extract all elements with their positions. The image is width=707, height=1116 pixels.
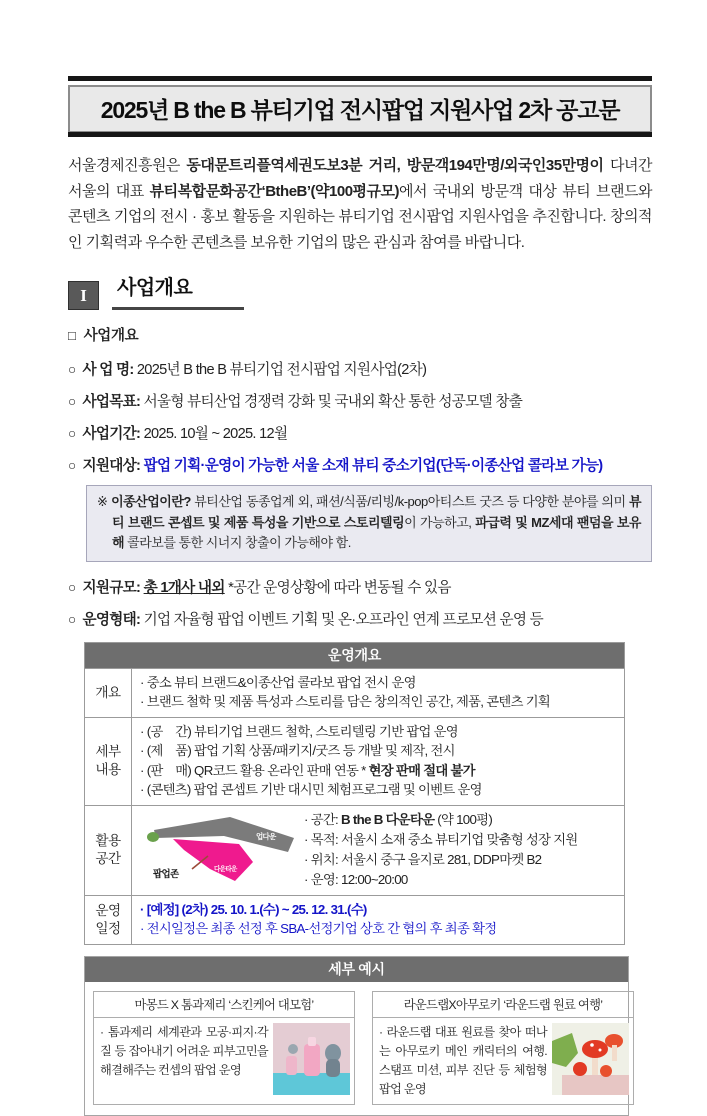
row-label <box>85 717 132 805</box>
note-seg-bold: 파급력 및 MZ세대 팬덤을 보유해 <box>112 514 641 550</box>
examples-body <box>85 982 628 1115</box>
circle-bullet-icon: ○ <box>68 394 76 409</box>
bullet-project-period <box>68 422 652 443</box>
content-line: · 목적: 서울시 소재 중소 뷰티기업 맞춤형 성장 지원 <box>304 831 578 847</box>
bullet-value: 기업 자율형 팝업 이벤트 기획 및 온·오프라인 연계 프로모션 운영 등 <box>143 611 544 628</box>
note-seg-bold: 이종산업이란? <box>111 494 191 509</box>
photo-red-flower <box>573 1062 587 1076</box>
note-mark: ※ <box>97 494 112 509</box>
content-seg: (약 100평) <box>434 811 493 827</box>
document-content <box>68 76 652 1116</box>
example-content <box>373 1018 633 1104</box>
note-seg-bold: 뷰티 브랜드 콘셉트 및 제품 특성을 기반으로 스토리텔링 <box>112 494 641 530</box>
table-row-schedule <box>85 895 625 944</box>
example-content <box>94 1018 354 1100</box>
bullet-project-name <box>68 358 652 379</box>
content-line-schedule: · [예정] (2차) 25. 10. 1.(수) ~ 25. 12. 31.(수) <box>140 901 367 917</box>
content-seg-bold: B the B 다운타운 <box>341 811 435 827</box>
bullet-label: 지원대상: <box>82 458 141 474</box>
content-line <box>304 810 578 830</box>
tom-and-jerry-popup-photo <box>273 1023 350 1095</box>
bullet-value-highlight: 팝업 기획·운영이 가능한 서울 소재 뷰티 중소기업(단독·이종산업 콜라보 가능) <box>143 458 603 474</box>
content-line <box>140 761 618 781</box>
round-lab-popup-photo <box>552 1023 629 1095</box>
operation-overview-table <box>84 642 625 945</box>
square-bullet-icon: □ <box>68 328 76 343</box>
table-header: 운영개요 <box>85 642 625 668</box>
bullet-label: 지원규모: <box>82 579 141 596</box>
bullet-value: 서울형 뷰티산업 경쟁력 강화 및 국내외 확산 통한 성공모델 창출 <box>143 394 523 410</box>
content-line: · 운영: 12:00~20:00 <box>304 871 408 887</box>
bullet-label: 사업기간: <box>82 426 141 442</box>
row-label-line: 활용 <box>95 833 121 848</box>
bullet-operation-type <box>68 608 652 629</box>
section-heading <box>68 271 652 310</box>
row-label <box>85 895 132 944</box>
row-content <box>132 895 625 944</box>
content-line: · (콘텐츠) 팝업 콘셉트 기반 대시민 체험프로그램 및 이벤트 운영 <box>140 782 482 797</box>
section-number-badge: I <box>68 281 99 310</box>
content-seg-bold: 현장 판매 절대 불가 <box>368 762 475 778</box>
example-title: 라운드랩X아무로키 ‘라운드랩 원료 여행’ <box>373 992 633 1018</box>
row-label-line: 세부 <box>95 744 121 759</box>
row-label-line: 운영 <box>95 902 121 918</box>
intro-seg: 서울경제진흥원은 <box>68 157 187 174</box>
photo-tom-figure-body <box>326 1059 340 1077</box>
content-line-schedule: · 전시일정은 최종 선정 후 SBA-선정기업 상호 간 협의 후 최종 확정 <box>140 921 497 936</box>
green-area-shape <box>147 832 159 842</box>
doc-title-banner <box>68 76 652 137</box>
row-label-line: 공간 <box>95 851 121 866</box>
row-content <box>132 805 625 895</box>
row-label: 개요 <box>85 668 132 717</box>
venue-info-lines <box>304 810 578 890</box>
content-line: · 위치: 서울시 중구 을지로 281, DDP마켓 B2 <box>304 851 542 867</box>
content-line: · (공 간) 뷰티기업 브랜드 철학, 스토리텔링 기반 팝업 운영 <box>140 723 458 739</box>
sub-heading <box>68 324 652 345</box>
content-seg: · (판 매) QR코드 활용 온라인 판매 연동 * <box>140 762 369 778</box>
intro-paragraph <box>68 153 652 255</box>
venue-floorplan-map <box>140 813 298 887</box>
bullet-support-scale <box>68 576 652 597</box>
circle-bullet-icon: ○ <box>68 362 76 377</box>
bullet-project-goal <box>68 390 652 411</box>
row-label <box>85 805 132 895</box>
page-title: 2025년 B the B 뷰티기업 전시팝업 지원사업 2차 공고문 <box>68 85 652 132</box>
note-seg: 콜라보를 통한 시너지 창출이 가능해야 함. <box>124 535 351 550</box>
photo-small-bottle <box>286 1056 297 1075</box>
bullet-label: 사업목표: <box>82 394 141 410</box>
intro-seg-bold: 뷰티복합문화공간‘BtheB’(약100평규모) <box>149 182 400 200</box>
photo-jerry-figure <box>288 1044 298 1054</box>
photo-table-surface <box>273 1073 350 1095</box>
table-row-details <box>85 717 625 805</box>
example-box-mamonde <box>93 991 355 1105</box>
note-seg: 뷰티산업 동종업계 외, 패션/식품/리빙/k-pop아티스트 굿즈 등 다양한 분야를 의미 <box>190 494 629 509</box>
photo-cap-dot <box>590 1043 594 1047</box>
content-line: · 중소 뷰티 브랜드&이종산업 콜라보 팝업 전시 운영 <box>140 674 416 690</box>
photo-display-stand <box>562 1075 629 1095</box>
circle-bullet-icon: ○ <box>68 579 76 595</box>
bullet-label: 운영형태: <box>82 611 141 628</box>
downtown-label: 다운타운 <box>214 865 237 873</box>
note-seg: 이 가능하고, <box>404 514 476 530</box>
photo-cap-dot <box>599 1048 602 1051</box>
bullet-value-underlined: 총 1개사 내외 <box>143 579 225 596</box>
row-label-line: 내용 <box>95 762 121 777</box>
content-line: · 브랜드 철학 및 제품 특성과 스토리를 담은 창의적인 공간, 제품, 콘텐츠 기획 <box>140 694 550 709</box>
intro-seg-bold: 동대문트리플역세권도보3분 거리, 방문객194만명/외국인35만명이 <box>186 157 604 174</box>
row-content <box>132 668 625 717</box>
sub-heading-label: 사업개요 <box>83 328 139 344</box>
intro-seg: 다녀간 서울의 대표 <box>68 157 653 200</box>
updown-label: 업다운 <box>256 831 276 841</box>
examples-table-header: 세부 예시 <box>85 957 628 982</box>
bullet-support-target <box>68 454 652 475</box>
downtown-zone-shape <box>173 839 253 881</box>
photo-bottle-cap <box>308 1037 316 1046</box>
content-line: · (제 품) 팝업 기획 상품/패키지/굿즈 등 개발 및 제작, 전시 <box>140 743 455 758</box>
example-box-roundlab <box>372 991 634 1105</box>
row-content <box>132 717 625 805</box>
example-title: 마몽드 X 톰과제리 ‘스킨케어 대모험’ <box>94 992 354 1018</box>
examples-table <box>84 956 629 1116</box>
section-title: 사업개요 <box>112 271 244 310</box>
row-label-line: 일정 <box>95 920 121 936</box>
bullet-value: 2025. 10월 ~ 2025. 12월 <box>143 426 288 442</box>
circle-bullet-icon: ○ <box>68 611 76 627</box>
circle-bullet-icon: ○ <box>68 426 76 441</box>
bullet-value: 2025년 B the B 뷰티기업 전시팝업 지원사업(2차) <box>136 362 427 378</box>
bullet-label: 사 업 명: <box>82 362 134 378</box>
circle-bullet-icon: ○ <box>68 458 76 473</box>
note-text <box>97 492 641 554</box>
photo-mushroom-cap <box>582 1040 608 1058</box>
note-box-heterogeneous-industry <box>86 485 652 562</box>
table-row-venue <box>85 805 625 895</box>
intro-seg: 에서 국내외 방문객 대상 뷰티 브랜드와 콘텐츠 기업의 전시 · 홍보 활동을 지원하는 뷰티기업 전시팝업 지원사업을 추진합니다. 창의적인 기획력과 우수한 콘텐츠를 보유한 기업의 많은 관심과 참여를 바랍니다. <box>68 182 652 251</box>
bullet-value: *공간 운영상황에 따라 변동될 수 있음 <box>224 579 451 596</box>
example-description: · 톰과제리 세계관과 모공·피지·각질 등 잡아내기 어려운 피부고민을 해결해주는 컨셉의 팝업 운영 <box>100 1024 268 1077</box>
table-row-outline <box>85 668 625 717</box>
photo-bottle <box>304 1044 320 1076</box>
popup-zone-label: 팝업존 <box>153 868 179 880</box>
photo-red-flower <box>600 1065 612 1077</box>
example-description: · 라운드랩 대표 원료를 찾아 떠나는 아무로키 메인 캐릭터의 여행. 스탬프 미션, 피부 진단 등 체험형 팝업 운영 <box>379 1024 547 1096</box>
content-seg: · 공간: <box>304 811 342 827</box>
photo-mushroom-stem-small <box>612 1045 617 1061</box>
